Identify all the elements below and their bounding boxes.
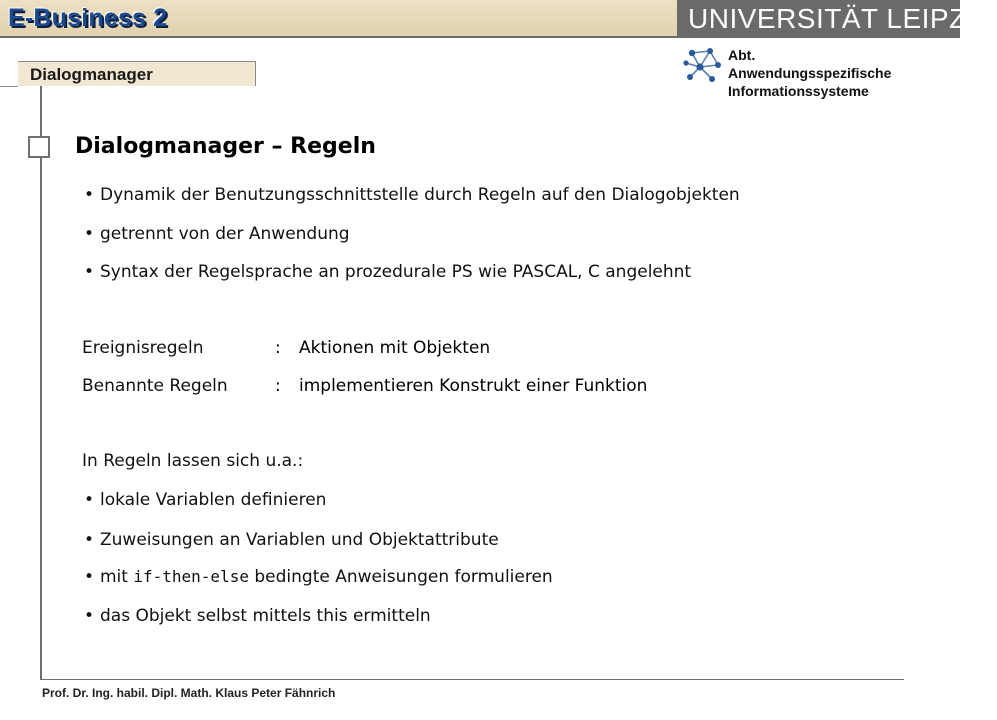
list-item (84, 224, 350, 244)
bullet-icon: • (84, 185, 95, 205)
list-item-text: Syntax der Regelsprache an prozedurale PS wie PASCAL, C angelehnt (100, 262, 692, 282)
list-item (84, 567, 553, 587)
rule-term: Ereignisregeln (82, 338, 204, 358)
list-item-text: getrennt von der Anwendung (100, 224, 350, 244)
rule-separator: : (275, 376, 281, 396)
list-item-text: lokale Variablen definieren (100, 490, 327, 510)
left-rule (40, 86, 42, 680)
department-name (728, 46, 891, 100)
title-marker-box (28, 136, 50, 158)
bullet-icon: • (84, 262, 95, 282)
list-item (84, 530, 499, 550)
divider (0, 86, 18, 87)
slide-title: Dialogmanager – Regeln (75, 134, 376, 159)
list-item (84, 606, 431, 626)
list-item (84, 490, 326, 510)
list-item-text: das Objekt selbst mittels this ermitteln (100, 606, 431, 626)
bullet-icon: • (84, 530, 95, 550)
bullet-icon: • (84, 224, 95, 244)
list-item (84, 185, 740, 205)
code-keyword: if-then-else (133, 567, 249, 586)
department-line: Informationssysteme (728, 83, 869, 99)
list-item-text: mit (100, 567, 128, 587)
course-title: E-Business 2 (8, 4, 168, 32)
list-item-text: bedingte Anweisungen formulieren (254, 567, 553, 587)
bullet-icon: • (84, 606, 95, 626)
list-item-text: Dynamik der Benutzungsschnittstelle durch Regeln auf den Dialogobjekten (100, 185, 740, 205)
list-item-text: Zuweisungen an Variablen und Objektattribute (100, 530, 499, 550)
university-name: UNIVERSITÄT LEIPZIG (688, 3, 997, 34)
intro-text: In Regeln lassen sich u.a.: (82, 451, 304, 471)
bullet-icon: • (84, 490, 95, 510)
footer-author: Prof. Dr. Ing. habil. Dipl. Math. Klaus Peter Fähnrich (42, 686, 336, 700)
bottom-rule (40, 679, 904, 680)
bullet-icon: • (84, 567, 95, 587)
department-line: Abt. (728, 47, 756, 63)
rule-description: implementieren Konstrukt einer Funktion (299, 376, 648, 396)
department-line: Anwendungsspezifische (728, 65, 892, 81)
rule-term: Benannte Regeln (82, 376, 228, 396)
section-label: Dialogmanager (30, 65, 153, 84)
network-logo-icon (682, 45, 726, 85)
rule-separator: : (275, 338, 281, 358)
rule-description: Aktionen mit Objekten (299, 338, 491, 358)
list-item (84, 262, 691, 282)
